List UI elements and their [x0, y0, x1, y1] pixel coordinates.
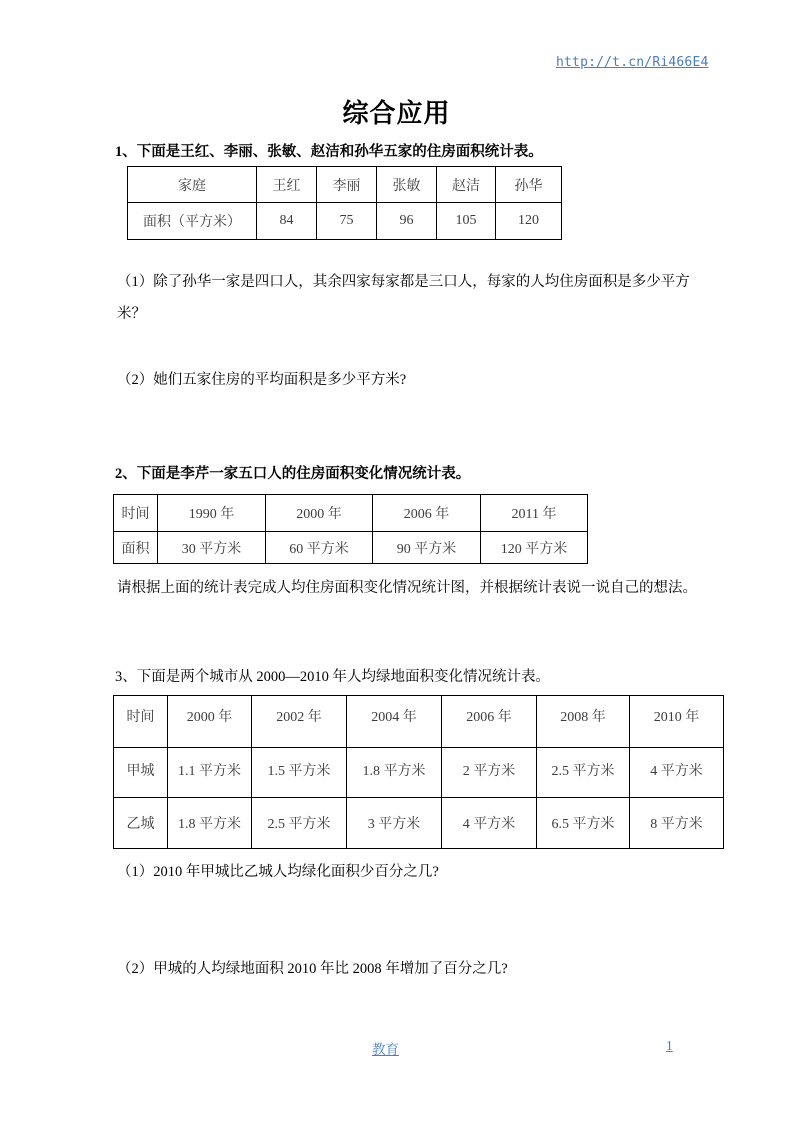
question1-sub2: （2）她们五家住房的平均面积是多少平方米? [117, 372, 407, 388]
table-cell: 2010 年 [630, 696, 724, 748]
table-cell: 李丽 [317, 167, 377, 203]
table-cell: 1.5 平方米 [252, 748, 347, 798]
housing-change-table [113, 494, 588, 564]
green-area-table [113, 695, 724, 849]
table-cell: 30 平方米 [158, 532, 266, 564]
table-cell: 赵洁 [437, 167, 496, 203]
table-cell: 84 [257, 203, 317, 240]
table-cell: 时间 [114, 495, 158, 532]
question2-note: 请根据上面的统计表完成人均住房面积变化情况统计图，并根据统计表说一说自己的想法。 [117, 580, 697, 596]
table-cell: 6.5 平方米 [537, 798, 630, 849]
table-cell: 2000 年 [168, 696, 252, 748]
table-cell: 乙城 [114, 798, 168, 849]
table-cell: 2004 年 [347, 696, 442, 748]
table-cell: 张敏 [377, 167, 437, 203]
table-cell: 2008 年 [537, 696, 630, 748]
table-cell: 1.1 平方米 [168, 748, 252, 798]
table-row [128, 203, 562, 240]
table-cell: 4 平方米 [442, 798, 537, 849]
table-row [114, 532, 588, 564]
table-cell: 120 [496, 203, 562, 240]
table-cell: 王红 [257, 167, 317, 203]
table-cell: 3 平方米 [347, 798, 442, 849]
table-cell: 2011 年 [481, 495, 588, 532]
share-url-link-container [556, 55, 709, 70]
question1-heading: 1、下面是王红、李丽、张敏、赵洁和孙华五家的住房面积统计表。 [115, 144, 543, 160]
table-cell: 60 平方米 [266, 532, 373, 564]
table-row [114, 798, 724, 849]
table-cell: 2.5 平方米 [252, 798, 347, 849]
question3-heading: 3、下面是两个城市从 2000—2010 年人均绿地面积变化情况统计表。 [115, 669, 550, 685]
table-cell: 2 平方米 [442, 748, 537, 798]
question1-sub1: （1）除了孙华一家是四口人，其余四家每家都是三口人，每家的人均住房面积是多少平方米？ [117, 274, 690, 322]
table-cell: 90 平方米 [373, 532, 481, 564]
footer-page-number-container [666, 1038, 673, 1054]
table-row [128, 167, 562, 203]
table-row [114, 495, 588, 532]
table-row [114, 748, 724, 798]
table-cell: 8 平方米 [630, 798, 724, 849]
table-cell: 4 平方米 [630, 748, 724, 798]
table-cell: 105 [437, 203, 496, 240]
table-cell: 120 平方米 [481, 532, 588, 564]
table-cell: 2000 年 [266, 495, 373, 532]
table-cell: 孙华 [496, 167, 562, 203]
table-row [114, 696, 724, 748]
table-cell: 2006 年 [373, 495, 481, 532]
share-url-link[interactable]: http://t.cn/Ri466E4 [556, 55, 709, 70]
table-cell: 面积（平方米） [128, 203, 257, 240]
table-cell: 75 [317, 203, 377, 240]
table-cell: 面积 [114, 532, 158, 564]
page-title: 综合应用 [342, 99, 451, 128]
table-cell: 1.8 平方米 [347, 748, 442, 798]
question3-sub2: （2）甲城的人均绿地面积 2010 年比 2008 年增加了百分之几? [117, 961, 508, 977]
table-cell: 1.8 平方米 [168, 798, 252, 849]
table-cell: 2002 年 [252, 696, 347, 748]
table-cell: 1990 年 [158, 495, 266, 532]
table-cell: 2.5 平方米 [537, 748, 630, 798]
footer-page-number[interactable]: 1 [666, 1038, 673, 1053]
table-cell: 96 [377, 203, 437, 240]
table-cell: 甲城 [114, 748, 168, 798]
footer-site-link[interactable]: 教育 [372, 1042, 399, 1057]
table-cell: 2006 年 [442, 696, 537, 748]
footer-site-link-container [372, 1038, 399, 1058]
question3-sub1: （1）2010 年甲城比乙城人均绿化面积少百分之几? [117, 864, 439, 880]
question2-heading: 2、下面是李芹一家五口人的住房面积变化情况统计表。 [115, 466, 471, 482]
housing-area-table [127, 166, 562, 240]
table-cell: 时间 [114, 696, 168, 748]
table-cell: 家庭 [128, 167, 257, 203]
